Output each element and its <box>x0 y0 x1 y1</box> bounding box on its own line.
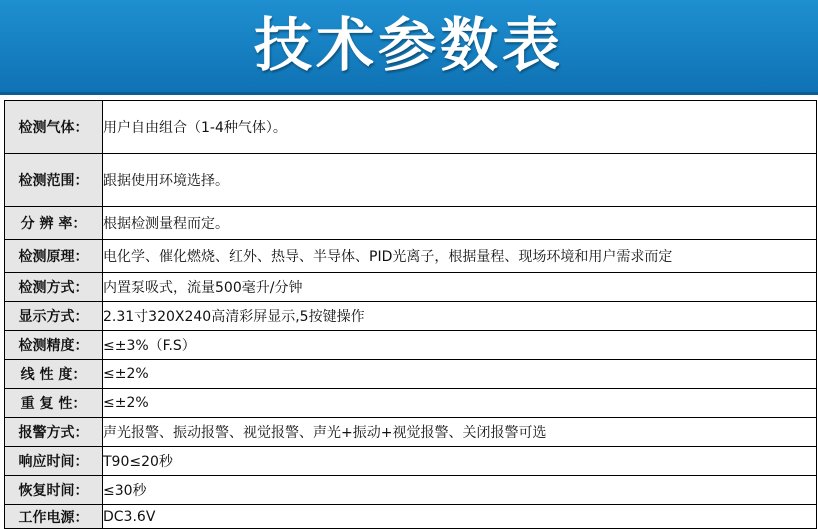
row-label: 检测范围： <box>5 154 103 207</box>
table-row <box>5 302 817 331</box>
row-label: 检测气体： <box>5 101 103 154</box>
row-value: 2.31寸320X240高清彩屏显示,5按键操作 <box>103 302 817 331</box>
row-label: 分 辨 率： <box>5 207 103 240</box>
row-value: 用户自由组合（1-4种气体）。 <box>103 101 817 154</box>
row-value: T90≤20秒 <box>103 447 817 476</box>
table-row <box>5 360 817 389</box>
row-value: 电化学、催化燃烧、红外、热导、半导体、PID光离子，根据量程、现场环境和用户需求而定 <box>103 240 817 273</box>
row-label: 显示方式： <box>5 302 103 331</box>
table-row <box>5 447 817 476</box>
row-value: ≤±3%（F.S） <box>103 331 817 360</box>
row-label: 检测精度： <box>5 331 103 360</box>
table-row <box>5 101 817 154</box>
row-label: 线 性 度： <box>5 360 103 389</box>
row-label: 检测方式： <box>5 273 103 302</box>
table-row <box>5 273 817 302</box>
table-row <box>5 331 817 360</box>
row-label: 工作电源： <box>5 505 103 529</box>
row-value: ≤±2% <box>103 389 817 418</box>
row-value: 内置泵吸式，流量500毫升/分钟 <box>103 273 817 302</box>
row-value: 跟据使用环境选择。 <box>103 154 817 207</box>
row-value: ≤30秒 <box>103 476 817 505</box>
table-row <box>5 418 817 447</box>
row-label: 重 复 性： <box>5 389 103 418</box>
page-title: 技术参数表 <box>253 11 564 79</box>
row-value: 根据检测量程而定。 <box>103 207 817 240</box>
row-value: 声光报警、振动报警、视觉报警、声光+振动+视觉报警、关闭报警可选 <box>103 418 817 447</box>
table-row <box>5 154 817 207</box>
table-row <box>5 476 817 505</box>
row-value: ≤±2% <box>103 360 817 389</box>
spec-table <box>4 100 817 529</box>
row-label: 恢复时间： <box>5 476 103 505</box>
row-label: 报警方式： <box>5 418 103 447</box>
row-label: 响应时间： <box>5 447 103 476</box>
table-row <box>5 389 817 418</box>
table-row <box>5 240 817 273</box>
title-banner <box>0 0 818 95</box>
table-row <box>5 207 817 240</box>
row-label: 检测原理： <box>5 240 103 273</box>
row-value: DC3.6V <box>103 505 817 529</box>
